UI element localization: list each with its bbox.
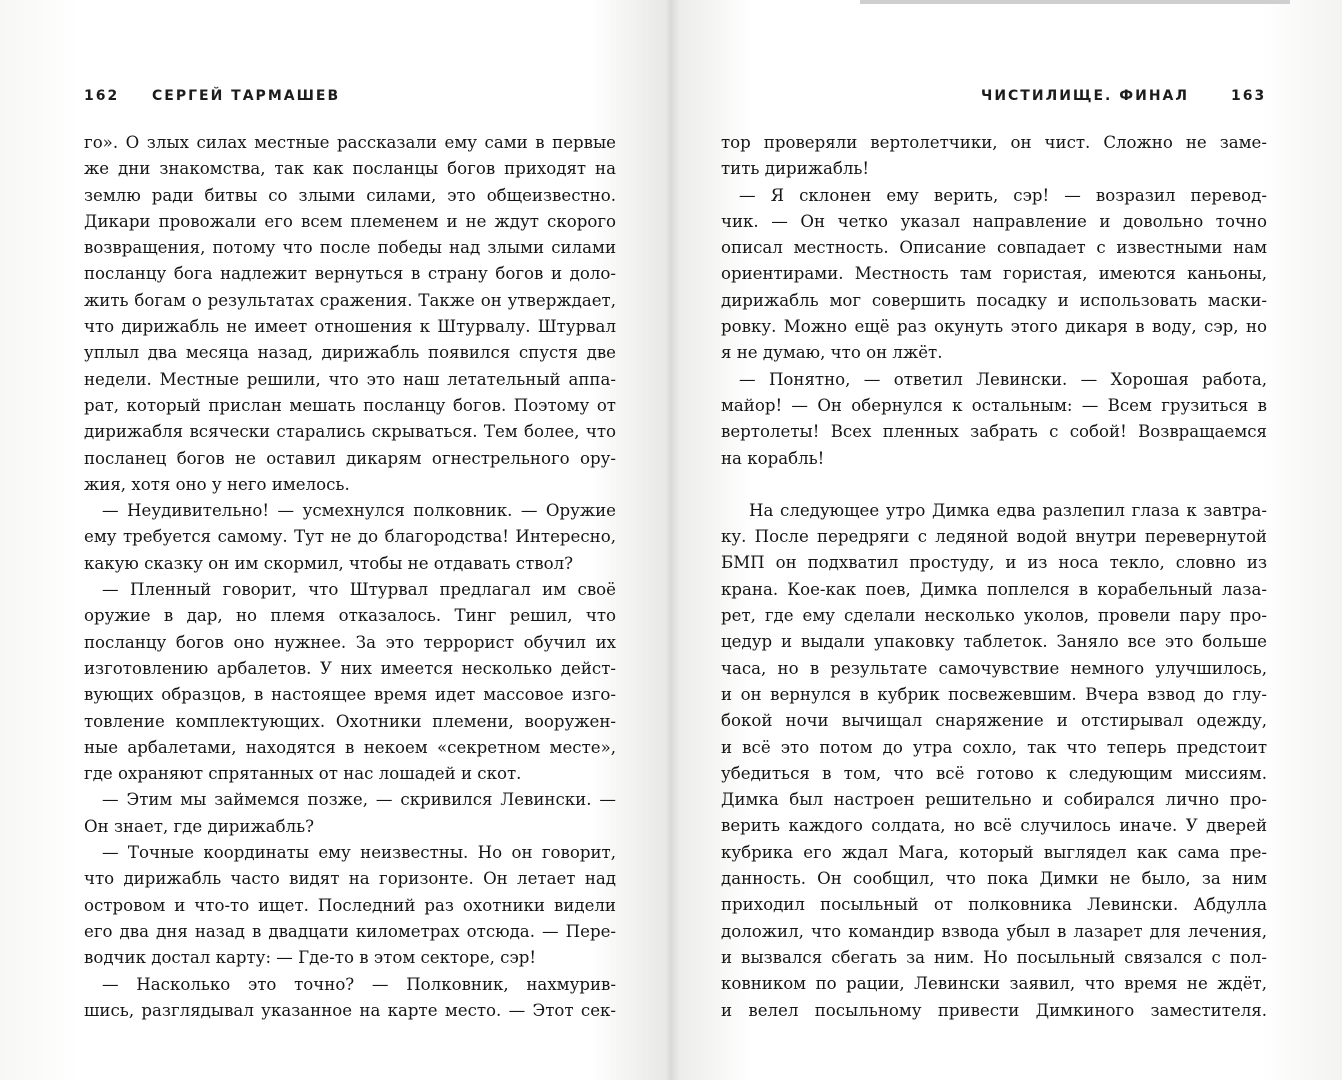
text-line: я не думаю, что он лжёт. — [721, 343, 943, 363]
text-line: же дни знакомства, так как посланцы богов приходят на — [84, 159, 616, 179]
text-line: — Этим мы займемся позже, — скривился Левински. — — [102, 790, 616, 810]
text-line: недели. Местные решили, что это наш летательный аппа- — [84, 369, 616, 389]
text-line: тить дирижабль! — [721, 159, 870, 179]
text-line: где охраняют спрятанных от нас лошадей и скот. — [84, 764, 522, 784]
text-line: верить каждого солдата, но всё случилось иначе. У дверей — [721, 816, 1267, 836]
text-line: и вызвался сбегать за ним. Но посыльный связался с пол- — [721, 947, 1267, 967]
text-line: изготовлению арбалетов. У них имеется несколько дейст- — [84, 658, 616, 678]
text-line: ориентирами. Местность там гористая, имеются каньоны, — [721, 264, 1267, 284]
text-line: рет, где ему сделали несколько уколов, провели пару про- — [721, 606, 1267, 626]
text-line: тор проверяли вертолетчики, он чист. Сложно не заме- — [721, 133, 1267, 152]
text-line: — Насколько это точно? — Полковник, нахмурив- — [102, 974, 616, 994]
text-line: го». О злых силах местные рассказали ему сами в первые — [84, 133, 616, 152]
text-line: ровку. Можно ещё раз окунуть этого дикаря в воду, сэр, но — [721, 317, 1267, 337]
text-line: шись, разглядывал указанное на карте место. — Этот сек- — [84, 1000, 616, 1020]
text-line: вертолеты! Всех пленных забрать с собой! Возвращаемся — [721, 422, 1267, 442]
text-line: — Пленный говорит, что Штурвал предлагал им своё — [102, 580, 616, 600]
text-line: землю ради битвы со злыми силами, это общеизвестно. — [84, 185, 616, 205]
text-line: — Неудивительно! — усмехнулся полковник. — Оружие — [102, 501, 616, 521]
text-line: что дирижабль часто видят на горизонте. Он летает над — [84, 869, 616, 889]
text-line: чик. — Он четко указал направление и довольно точно — [721, 211, 1267, 231]
text-line: и велел посыльному привести Димкиного заместителя. — [721, 1000, 1267, 1020]
text-line: дирижабля всячески старались скрываться. Тем более, что — [84, 422, 616, 442]
text-line: БМП он подхватил простуду, и из носа текло, словно из — [721, 553, 1267, 573]
text-line: посланец богов не оставил дикарям огнестрельного ору- — [84, 448, 616, 468]
text-line: ковником по рации, Левински заявил, что время не ждёт, — [721, 974, 1267, 994]
text-line: описал местность. Описание совпадает с известными нам — [721, 238, 1267, 258]
text-line: водчик достал карту: — Где-то в этом секторе, сэр! — [84, 948, 537, 968]
text-line: что дирижабль не имеет отношения к Штурвалу. Штурвал — [84, 317, 616, 337]
text-line: цедур и выдали упаковку таблеток. Заняло все это больше — [721, 632, 1267, 652]
text-line: уплыл два месяца назад, дирижабль появился спустя две — [84, 343, 616, 363]
text-line: его два дня назад в двадцати километрах отсюда. — Пере- — [84, 921, 616, 941]
text-line: посланцу богов оно нужнее. За это террорист обучил их — [84, 632, 616, 652]
body-text — [84, 130, 616, 1024]
text-line: возвращения, потому что после победы над злыми силами — [84, 238, 616, 258]
text-line: оружие в дар, но племя отказалось. Тинг решил, что — [84, 606, 616, 626]
text-line: крана. Кое-как поев, Димка поплелся в корабельный лаза- — [721, 579, 1267, 599]
text-line: жия, хотя оно у него имелось. — [84, 474, 350, 494]
text-line: Дикари провожали его всем племенем и не ждут скорого — [84, 211, 616, 231]
text-line: островом и что-то ищет. Последний раз охотники видели — [84, 895, 616, 915]
page-number: 163 — [1231, 88, 1267, 104]
text-line: вующих образцов, в настоящее время идет массовое изго- — [84, 685, 616, 705]
text-line: доложил, что командир взвода убыл в лазарет для лечения, — [721, 921, 1267, 941]
body-text — [721, 130, 1267, 1024]
text-line: убедиться в том, что всё готово к следующим миссиям. — [721, 763, 1267, 783]
text-line: посланцу бога надлежит вернуться в страну богов и доло- — [84, 264, 616, 284]
text-line: На следующее утро Димка едва разлепил глаза к завтра- — [749, 500, 1267, 520]
section-break — [721, 472, 1267, 498]
text-line: ему требуется самому. Тут не до благородства! Интересно, — [84, 527, 616, 547]
text-line: на корабль! — [721, 448, 825, 468]
right-page — [671, 0, 1342, 1080]
text-line: кубрика его ждал Мага, который выглядел как сама пре- — [721, 842, 1267, 862]
text-line: и он вернулся в кубрик посвежевшим. Вчера взвод до глу- — [721, 684, 1267, 704]
text-line: дирижабль мог совершить посадку и использовать маски- — [721, 290, 1267, 310]
text-line: Он знает, где дирижабль? — [84, 816, 315, 836]
running-head-title: ЧИСТИЛИЩЕ. ФИНАЛ — [981, 88, 1190, 104]
text-line: какую сказку он им скормил, чтобы не отдавать ствол? — [84, 553, 574, 573]
text-line: майор! — Он обернулся к остальным: — Всем грузиться в — [721, 395, 1267, 415]
text-line: данность. Он сообщил, что пока Димки не было, за ним — [721, 869, 1267, 889]
text-line: — Понятно, — ответил Левински. — Хорошая работа, — [739, 369, 1267, 389]
text-line: часа, но в результате самочувствие немного улучшилось, — [721, 658, 1267, 678]
text-line: Димка был настроен решительно и собирался лично про- — [721, 790, 1267, 810]
text-line: рат, который прислан мешать посланцу богов. Поэтому от — [84, 395, 616, 415]
page-number: 162 — [84, 88, 120, 104]
text-line: бокой ночи вычищал снаряжение и отстирывал одежду, — [721, 711, 1267, 731]
text-line: и всё это потом до утра сохло, так что теперь предстоит — [721, 737, 1267, 757]
text-line: приходил посыльный от полковника Левински. Абдулла — [721, 895, 1267, 915]
text-line: — Я склонен ему верить, сэр! — возразил перевод- — [739, 185, 1267, 205]
text-line: ные арбалетами, находятся в некоем «секретном месте», — [84, 737, 616, 757]
text-line: жить богам о результатах сражения. Также он утверждает, — [84, 290, 616, 310]
text-line: ку. После передряги с ледяной водой внутри перевернутой — [721, 527, 1267, 547]
text-line: — Точные координаты ему неизвестны. Но он говорит, — [102, 843, 616, 863]
text-line: товление комплектующих. Охотники племени, вооружен- — [84, 711, 616, 731]
running-head-author: СЕРГЕЙ ТАРМАШЕВ — [152, 88, 341, 104]
